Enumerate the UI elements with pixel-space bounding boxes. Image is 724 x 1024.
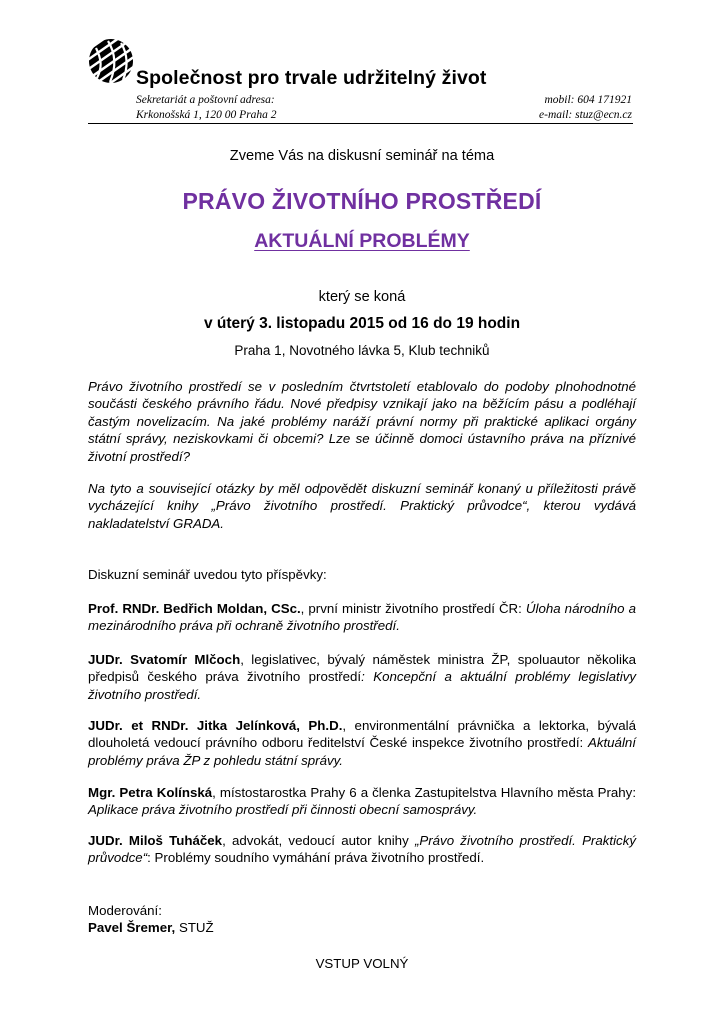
- email-address: e-mail: stuz@ecn.cz: [539, 109, 632, 121]
- speaker-role: , první ministr životního prostředí ČR:: [300, 601, 526, 616]
- moderation-block: [88, 902, 636, 937]
- speaker-item: [88, 600, 636, 635]
- free-entry-note: VSTUP VOLNÝ: [315, 956, 409, 971]
- speaker-role: , environmentální právnička a lektorka, bývalá dlouholetá vedoucí právního odboru ředitelství České inspekce životního prostředí:: [88, 718, 636, 751]
- speaker-name: JUDr. Miloš Tuháček: [88, 833, 223, 848]
- speaker-role: , legislativec, bývalý náměstek ministra ŽP, spoluautor několika předpisů českého práva životního prostředí: [88, 652, 636, 685]
- event-place: Praha 1, Novotného lávka 5, Klub techniků: [234, 343, 490, 358]
- speaker-name: JUDr. et RNDr. Jitka Jelínková, Ph.D.: [88, 718, 343, 733]
- speaker-topic: Aplikace práva životního prostředí při činnosti obecní samosprávy.: [88, 802, 478, 818]
- seminar-subtitle: AKTUÁLNÍ PROBLÉMY: [254, 230, 470, 252]
- postal-address: Krkonošská 1, 120 00 Praha 2: [136, 109, 277, 121]
- speaker-item: [88, 784, 636, 819]
- intro-paragraph: Právo životního prostředí se v posledním čtvrtstoletí etablovalo do podoby plnohodnotné součásti českého právního řádu. Nové předpisy vznikají jako na běžícím pásu a podléhají častým novelizacím. Na jaké problémy naráží právní normy při praktické aplikaci orgány státní správy, neziskovkami či obcemi? Lze se účinně domoci ústavního práva na příznivé životní prostředí?: [88, 379, 636, 464]
- speaker-name: Mgr. Petra Kolínská: [88, 785, 213, 800]
- speaker-topic: : Koncepční a aktuální problémy legislativy životního prostředí.: [88, 669, 636, 702]
- contributions-intro: Diskuzní seminář uvedou tyto příspěvky:: [88, 567, 327, 582]
- invitation-line: Zveme Vás na diskusní seminář na téma: [229, 148, 495, 164]
- speaker-item: [88, 717, 636, 769]
- speaker-topic: Aktuální problémy práva ŽP z pohledu státní správy.: [88, 735, 636, 768]
- purpose-paragraph: Na tyto a související otázky by měl odpovědět diskuzní seminář konaný u příležitosti právě vycházející knihy „Právo životního prostředí. Praktický průvodce“, kterou vydává nakladatelství GRADA.: [88, 481, 636, 531]
- speaker-tail: : Problémy soudního vymáhání práva životního prostředí.: [147, 850, 485, 866]
- mobile-number: mobil: 604 171921: [544, 94, 632, 106]
- address-label: Sekretariát a poštovní adresa:: [136, 94, 275, 106]
- event-intro: který se koná: [318, 289, 406, 305]
- speaker-topic: Úloha národního a mezinárodního práva při ochraně životního prostředí.: [88, 601, 636, 634]
- moderator-name: Pavel Šremer,: [88, 920, 176, 936]
- header-divider: [88, 123, 633, 124]
- event-date: v úterý 3. listopadu 2015 od 16 do 19 hodin: [203, 315, 521, 332]
- speaker-role: , místostarostka Prahy 6 a členka Zastupitelstva Hlavního města Prahy:: [212, 785, 637, 800]
- globe-logo-icon: [88, 38, 134, 84]
- speaker-role: , advokát, vedoucí autor knihy: [222, 833, 415, 848]
- speaker-name: Prof. RNDr. Bedřich Moldan, CSc.: [88, 601, 301, 616]
- speaker-item: [88, 832, 636, 867]
- moderation-label: Moderování:: [88, 903, 162, 918]
- speaker-name: JUDr. Svatomír Mlčoch: [88, 652, 241, 667]
- speaker-topic: „Právo životního prostředí. Praktický průvodce“: [88, 833, 637, 866]
- seminar-title: PRÁVO ŽIVOTNÍHO PROSTŘEDÍ: [182, 188, 542, 214]
- moderator-org: STUŽ: [175, 920, 214, 936]
- organization-name: Společnost pro trvale udržitelný život: [136, 67, 487, 89]
- speaker-item: [88, 651, 636, 703]
